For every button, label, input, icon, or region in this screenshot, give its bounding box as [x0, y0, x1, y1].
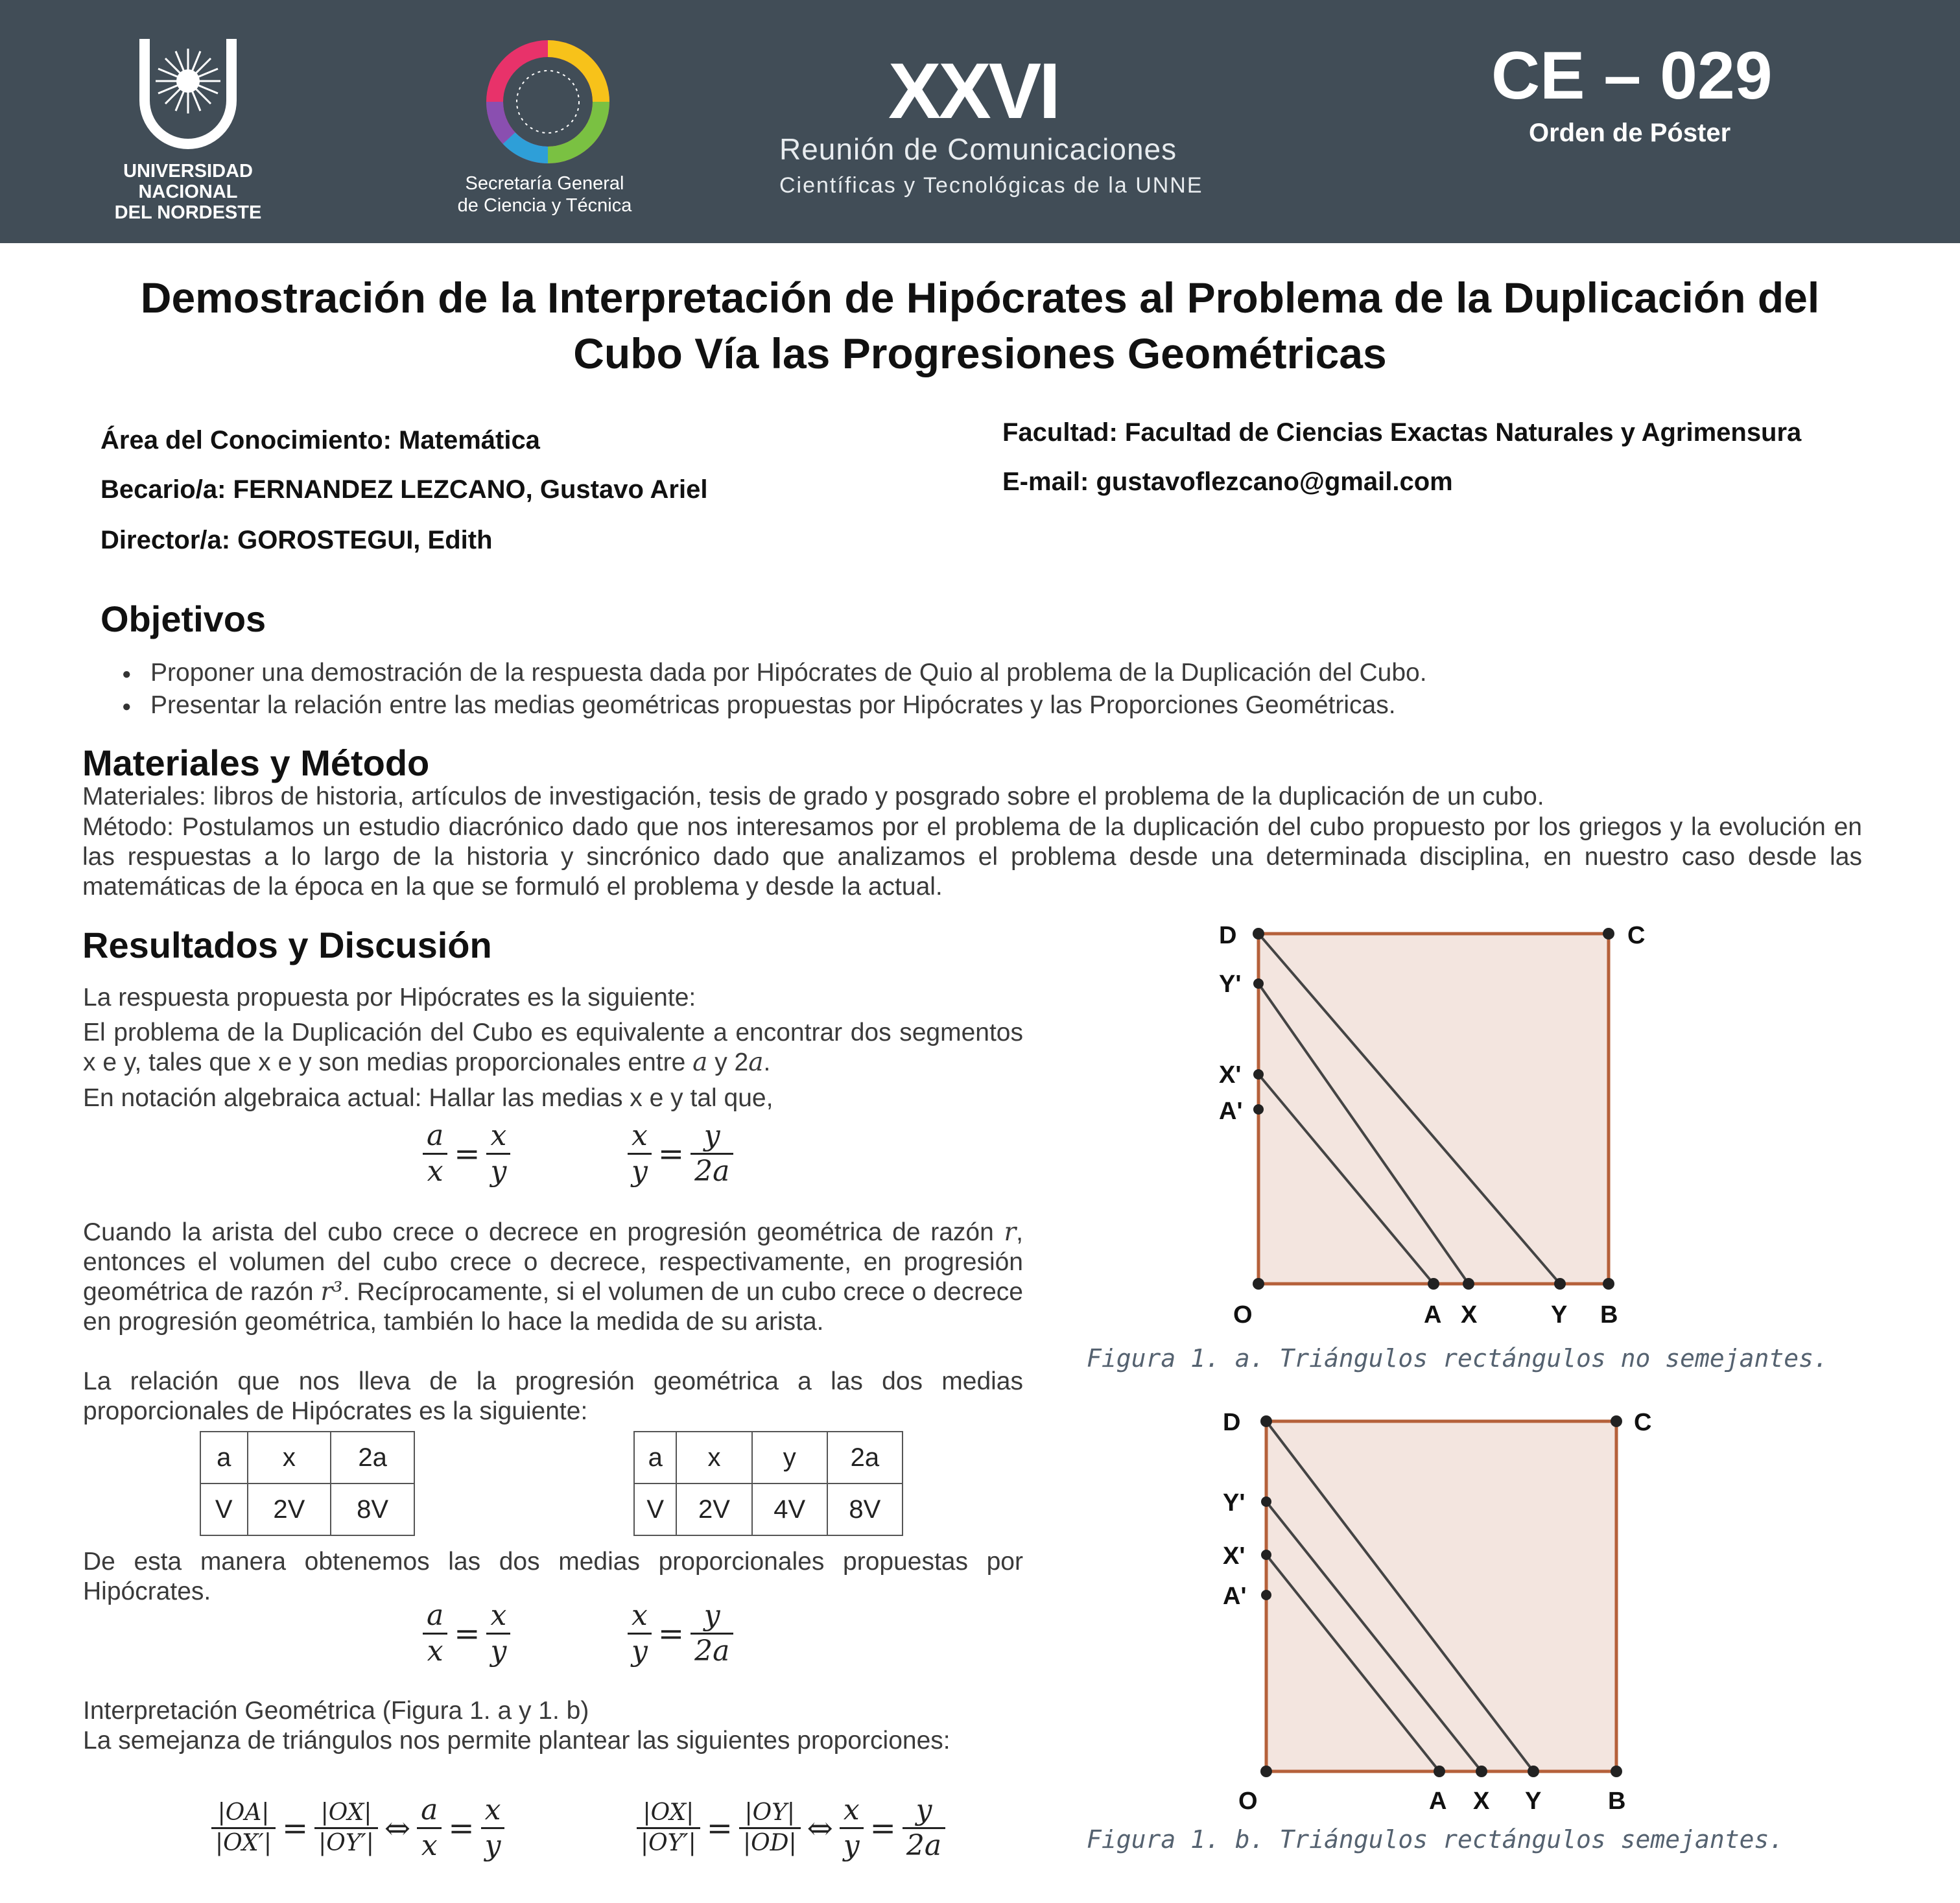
point-d — [1253, 928, 1264, 940]
label-a: A — [1424, 1301, 1442, 1329]
point-b — [1611, 1766, 1622, 1777]
materiales-heading: Materiales y Método — [82, 742, 430, 783]
becario: Becario/a: FERNANDEZ LEZCANO, Gustavo Ariel — [100, 475, 708, 504]
table-cell: a — [200, 1432, 248, 1483]
label-o: O — [1238, 1788, 1258, 1815]
label-d: D — [1219, 922, 1237, 949]
poster-code: CE – 029 — [1491, 38, 1773, 113]
table-cell: a — [634, 1432, 676, 1483]
table-cell: y — [752, 1432, 827, 1483]
poster-code-label: Orden de Póster — [1529, 119, 1731, 147]
point-xp — [1261, 1550, 1271, 1560]
table-cell: 8V — [827, 1483, 903, 1535]
table-cell: V — [200, 1483, 248, 1535]
resultados-p3: En notación algebraica actual: Hallar las medias x e y tal que, — [83, 1084, 773, 1112]
table-cell: 2a — [827, 1432, 903, 1483]
point-c — [1603, 928, 1614, 940]
metodo-text: Método: Postulamos un estudio diacrónico dado que nos interesamos por el problema de la duplicación del cubo propuesto por los griegos y la evolución en las respuestas a lo largo de la historia y sincrónico dado que analizamos el problema desde una determinada disciplina, en nuestro caso desde las matemáticas de la época en la que se formuló el problema y desde la actual. — [82, 813, 1862, 901]
table-cell: 2a — [331, 1432, 414, 1483]
event-number: XXVI — [888, 47, 1059, 135]
paper-title: Demostración de la Interpretación de Hipócrates al Problema de la Duplicación del Cubo Vía las Progresiones Geométricas — [140, 274, 1820, 377]
poster-header — [0, 0, 1960, 243]
objetivo-item: ● Presentar la relación entre las medias geométricas propuestas por Hipócrates y las Proporciones Geométricas. — [150, 690, 1901, 721]
director: Director/a: GOROSTEGUI, Edith — [100, 526, 493, 554]
label-xp: X' — [1223, 1542, 1246, 1570]
label-y: Y — [1525, 1788, 1542, 1815]
point-b — [1603, 1278, 1614, 1290]
figure-1b-caption: Figura 1. b. Triángulos rectángulos semejantes. — [1087, 1825, 1784, 1854]
point-yp — [1253, 978, 1264, 989]
email: E-mail: gustavoflezcano@gmail.com — [1002, 467, 1453, 496]
label-x: X — [1473, 1788, 1490, 1815]
square-odcb — [1266, 1421, 1616, 1771]
point-ap — [1261, 1590, 1271, 1600]
table-cell: 2V — [248, 1483, 331, 1535]
figure-1a-diagram — [1206, 914, 1686, 1329]
point-c — [1611, 1415, 1622, 1427]
table-cell: 8V — [331, 1483, 414, 1535]
equation-a-x: $\frac{a}{x}$ = $\frac{x}{y}$ — [423, 1119, 510, 1188]
label-xp: X' — [1219, 1061, 1242, 1089]
progression-table-1 — [200, 1431, 415, 1536]
resultados-p6: De esta manera obtenemos las dos medias proporcionales propuestas por Hipócrates. — [83, 1548, 1023, 1605]
table-cell: 2V — [676, 1483, 751, 1535]
facultad: Facultad: Facultad de Ciencias Exactas Naturales y Agrimensura — [1002, 418, 1802, 447]
point-yp — [1261, 1496, 1271, 1507]
point-o — [1260, 1766, 1272, 1777]
point-x — [1463, 1278, 1474, 1290]
label-b: B — [1600, 1301, 1618, 1329]
table-cell: x — [248, 1432, 331, 1483]
point-a — [1434, 1766, 1445, 1777]
secretaria-logo-icon — [483, 39, 613, 165]
label-o: O — [1233, 1301, 1253, 1329]
geometric-proportion-2: $\frac{|OX|}{|OY'|}$ = $\frac{|OY|}{|OD|}$ ⇔ $\frac{x}{y}$ = $\frac{y}{2a}$ — [637, 1793, 945, 1863]
resultados-p8: La semejanza de triángulos nos permite plantear las siguientes proporciones: — [83, 1727, 950, 1755]
resultados-p7: Interpretación Geométrica (Figura 1. a y 1. b) — [83, 1697, 589, 1725]
square-odcb — [1258, 934, 1609, 1284]
label-a: A — [1429, 1788, 1447, 1815]
point-x — [1476, 1766, 1487, 1777]
label-yp: Y' — [1223, 1489, 1246, 1517]
label-yp: Y' — [1219, 971, 1242, 998]
table-cell: 4V — [752, 1483, 827, 1535]
equation-x-y: $\frac{x}{y}$ = $\frac{y}{2a}$ — [628, 1119, 733, 1188]
area-conocimiento: Área del Conocimiento: Matemática — [100, 426, 540, 455]
label-x: X — [1461, 1301, 1478, 1329]
event-title-line1: Reunión de Comunicaciones — [779, 132, 1177, 166]
event-title-line2: Científicas y Tecnológicas de la UNNE — [779, 173, 1203, 198]
materiales-text: Materiales: libros de historia, artículos de investigación, tesis de grado y posgrado sobre el problema de la duplicación de un cubo. — [82, 783, 1544, 810]
label-c: C — [1627, 922, 1646, 949]
resultados-heading: Resultados y Discusión — [82, 925, 492, 965]
geometric-proportion-1: $\frac{|OA|}{|OX'|}$ = $\frac{|OX|}{|OY'|}$ ⇔ $\frac{a}{x}$ = $\frac{x}{y}$ — [211, 1793, 504, 1863]
point-ap — [1253, 1104, 1264, 1115]
table-cell: x — [676, 1432, 751, 1483]
point-a — [1428, 1278, 1439, 1290]
resultados-p4: Cuando la arista del cubo crece o decrece en progresión geométrica de razón r, entonces el volumen del cubo crece o decrece, respectivamente, en progresión geométrica de razón r³. Recíprocamente, si el volumen de un cubo crece o decrece en progresión geométrica, también lo hace la medida de su arista. — [83, 1218, 1024, 1336]
label-ap: A' — [1219, 1098, 1243, 1125]
equation-x-y-2: $\frac{x}{y}$ = $\frac{y}{2a}$ — [628, 1599, 733, 1668]
resultados-p5: La relación que nos lleva de la progresión geométrica a las dos medias proporcionales de Hipócrates es la siguiente: — [83, 1367, 1023, 1425]
label-c: C — [1634, 1409, 1652, 1436]
point-y — [1554, 1278, 1566, 1290]
point-d — [1260, 1415, 1272, 1427]
figure-1b-diagram — [1206, 1401, 1686, 1815]
resultados-p1: La respuesta propuesta por Hipócrates es la siguiente: — [83, 984, 696, 1011]
figure-1a-caption: Figura 1. a. Triángulos rectángulos no semejantes. — [1087, 1344, 1828, 1373]
objetivos-heading: Objetivos — [100, 598, 266, 639]
equation-a-x-2: $\frac{a}{x}$ = $\frac{x}{y}$ — [423, 1599, 510, 1668]
label-y: Y — [1551, 1301, 1568, 1329]
point-o — [1253, 1278, 1264, 1290]
point-xp — [1253, 1069, 1264, 1080]
label-b: B — [1608, 1788, 1626, 1815]
point-y — [1528, 1766, 1539, 1777]
unne-logo-icon — [139, 36, 237, 152]
label-ap: A' — [1223, 1583, 1247, 1610]
progression-table-2 — [633, 1431, 903, 1536]
objetivo-item: ● Proponer una demostración de la respuesta dada por Hipócrates de Quio al problema de la Duplicación del Cubo. — [150, 657, 1901, 689]
university-name: UNIVERSIDAD NACIONAL DEL NORDESTE — [114, 161, 262, 223]
label-d: D — [1223, 1409, 1241, 1436]
resultados-p2: El problema de la Duplicación del Cubo es equivalente a encontrar dos segmentos x e y, tales que x e y son medias proporcionales entre a y 2a. — [83, 1019, 1023, 1077]
table-cell: V — [634, 1483, 676, 1535]
secretaria-name: Secretaría General de Ciencia y Técnica — [457, 173, 632, 216]
